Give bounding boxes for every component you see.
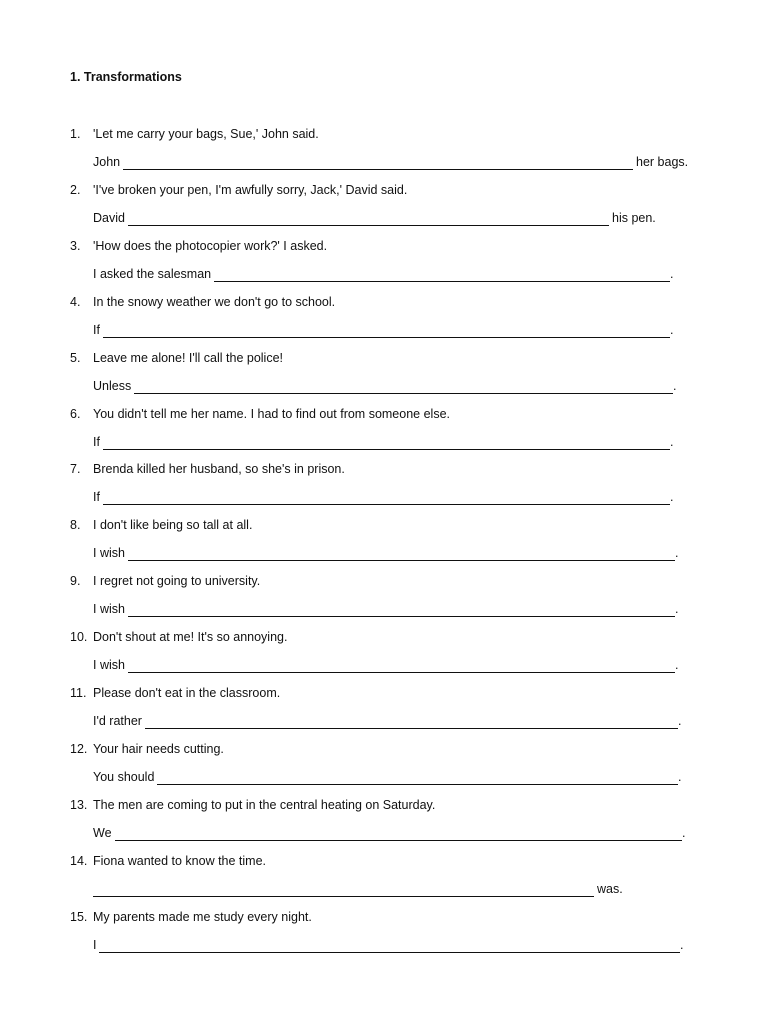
- answer-prefix: I wish: [93, 602, 125, 617]
- item-number: 14.: [70, 853, 88, 868]
- exercise-item: [0, 517, 768, 573]
- exercise-item: [0, 909, 768, 965]
- item-number: 7.: [70, 462, 81, 477]
- answer-suffix: .: [682, 825, 686, 840]
- answer-line: [93, 266, 673, 282]
- answer-line: [93, 601, 678, 617]
- answer-line: [93, 322, 673, 338]
- answer-prefix: I wish: [93, 658, 125, 673]
- item-number: 10.: [70, 630, 88, 645]
- item-sentence: 'I've broken your pen, I'm awfully sorry, Jack,' David said.: [93, 182, 408, 197]
- answer-prefix: John: [93, 155, 121, 169]
- item-sentence: Brenda killed her husband, so she's in prison.: [93, 462, 345, 477]
- item-sentence: My parents made me study every night.: [93, 909, 312, 924]
- exercise-item: [0, 461, 768, 517]
- answer-line: [93, 378, 676, 394]
- item-number: 15.: [70, 909, 88, 924]
- answer-blank[interactable]: [134, 379, 673, 394]
- answer-suffix: .: [675, 658, 679, 673]
- answer-line: [93, 489, 673, 505]
- item-sentence: Leave me alone! I'll call the police!: [93, 350, 283, 365]
- item-sentence: The men are coming to put in the central heating on Saturday.: [93, 797, 436, 812]
- answer-blank[interactable]: [123, 155, 633, 170]
- item-sentence: Fiona wanted to know the time.: [93, 853, 267, 868]
- answer-suffix: .: [673, 378, 677, 393]
- answer-suffix: .: [670, 322, 674, 337]
- item-sentence: Don't shout at me! It's so annoying.: [93, 630, 288, 645]
- exercise-item: [0, 853, 768, 909]
- exercise-item: [0, 238, 768, 294]
- item-number: 3.: [70, 238, 81, 253]
- answer-blank[interactable]: [128, 658, 675, 673]
- answer-line: [93, 434, 673, 450]
- item-sentence: You didn't tell me her name. I had to find out from someone else.: [93, 406, 450, 421]
- item-number: 4.: [70, 294, 81, 309]
- answer-blank[interactable]: [128, 546, 675, 561]
- answer-prefix: If: [93, 490, 100, 505]
- item-sentence: Please don't eat in the classroom.: [93, 686, 281, 700]
- answer-suffix: was.: [597, 881, 623, 896]
- answer-line: [93, 769, 681, 785]
- answer-blank[interactable]: [115, 826, 682, 841]
- exercise-item: [0, 797, 768, 853]
- item-number: 12.: [70, 741, 88, 756]
- answer-blank[interactable]: [93, 882, 594, 897]
- answer-suffix: .: [675, 602, 679, 617]
- answer-blank[interactable]: [99, 938, 680, 953]
- answer-blank[interactable]: [157, 770, 678, 785]
- answer-suffix: .: [670, 266, 674, 281]
- item-sentence: I don't like being so tall at all.: [93, 518, 253, 533]
- item-number: 8.: [70, 518, 81, 533]
- item-sentence: 'How does the photocopier work?' I asked.: [93, 238, 328, 253]
- answer-prefix: You should: [93, 769, 155, 784]
- answer-prefix: David: [93, 210, 125, 225]
- item-number: 11.: [70, 686, 87, 700]
- answer-prefix: If: [93, 434, 100, 449]
- exercise-item: [0, 182, 768, 238]
- answer-blank[interactable]: [103, 490, 670, 505]
- answer-prefix: I: [93, 937, 97, 952]
- answer-line: [93, 825, 685, 841]
- item-number: 9.: [70, 574, 81, 589]
- answer-suffix: .: [670, 490, 674, 505]
- answer-prefix: I'd rather: [93, 714, 142, 728]
- answer-prefix: I asked the salesman: [93, 266, 212, 281]
- answer-blank[interactable]: [145, 714, 678, 729]
- answer-line: [93, 154, 688, 170]
- answer-prefix: We: [93, 825, 112, 840]
- answer-blank[interactable]: [214, 267, 670, 282]
- answer-prefix: If: [93, 322, 100, 337]
- answer-prefix: Unless: [93, 378, 132, 393]
- worksheet-title: 1. Transformations: [70, 70, 182, 84]
- exercise-item: [0, 406, 768, 462]
- exercise-item: [0, 629, 768, 685]
- item-number: 13.: [70, 797, 88, 812]
- item-number: 2.: [70, 182, 81, 197]
- item-number: 5.: [70, 350, 81, 365]
- answer-line: [93, 210, 656, 226]
- answer-suffix: .: [670, 434, 674, 449]
- item-sentence: In the snowy weather we don't go to school.: [93, 294, 336, 309]
- answer-suffix: .: [678, 714, 682, 728]
- answer-suffix: his pen.: [612, 210, 656, 225]
- exercise-item: [0, 685, 768, 741]
- item-number: 1.: [70, 127, 81, 141]
- item-number: 6.: [70, 406, 81, 421]
- answer-suffix: .: [675, 546, 679, 561]
- answer-line: [93, 937, 683, 953]
- answer-suffix: .: [680, 937, 684, 952]
- answer-suffix: her bags.: [636, 155, 689, 169]
- exercise-item: [0, 126, 768, 182]
- answer-blank[interactable]: [103, 323, 670, 338]
- answer-blank[interactable]: [128, 211, 609, 226]
- answer-blank[interactable]: [128, 602, 675, 617]
- item-sentence: I regret not going to university.: [93, 574, 261, 589]
- exercise-item: [0, 350, 768, 406]
- answer-line: [93, 713, 681, 729]
- answer-line: [93, 881, 623, 897]
- answer-line: [93, 545, 678, 561]
- answer-line: [93, 657, 678, 673]
- item-sentence: Your hair needs cutting.: [93, 741, 224, 756]
- answer-prefix: I wish: [93, 546, 125, 561]
- exercise-item: [0, 573, 768, 629]
- item-sentence: 'Let me carry your bags, Sue,' John said.: [93, 127, 319, 141]
- exercise-item: [0, 294, 768, 350]
- answer-blank[interactable]: [103, 435, 670, 450]
- answer-suffix: .: [678, 769, 682, 784]
- exercise-item: [0, 741, 768, 797]
